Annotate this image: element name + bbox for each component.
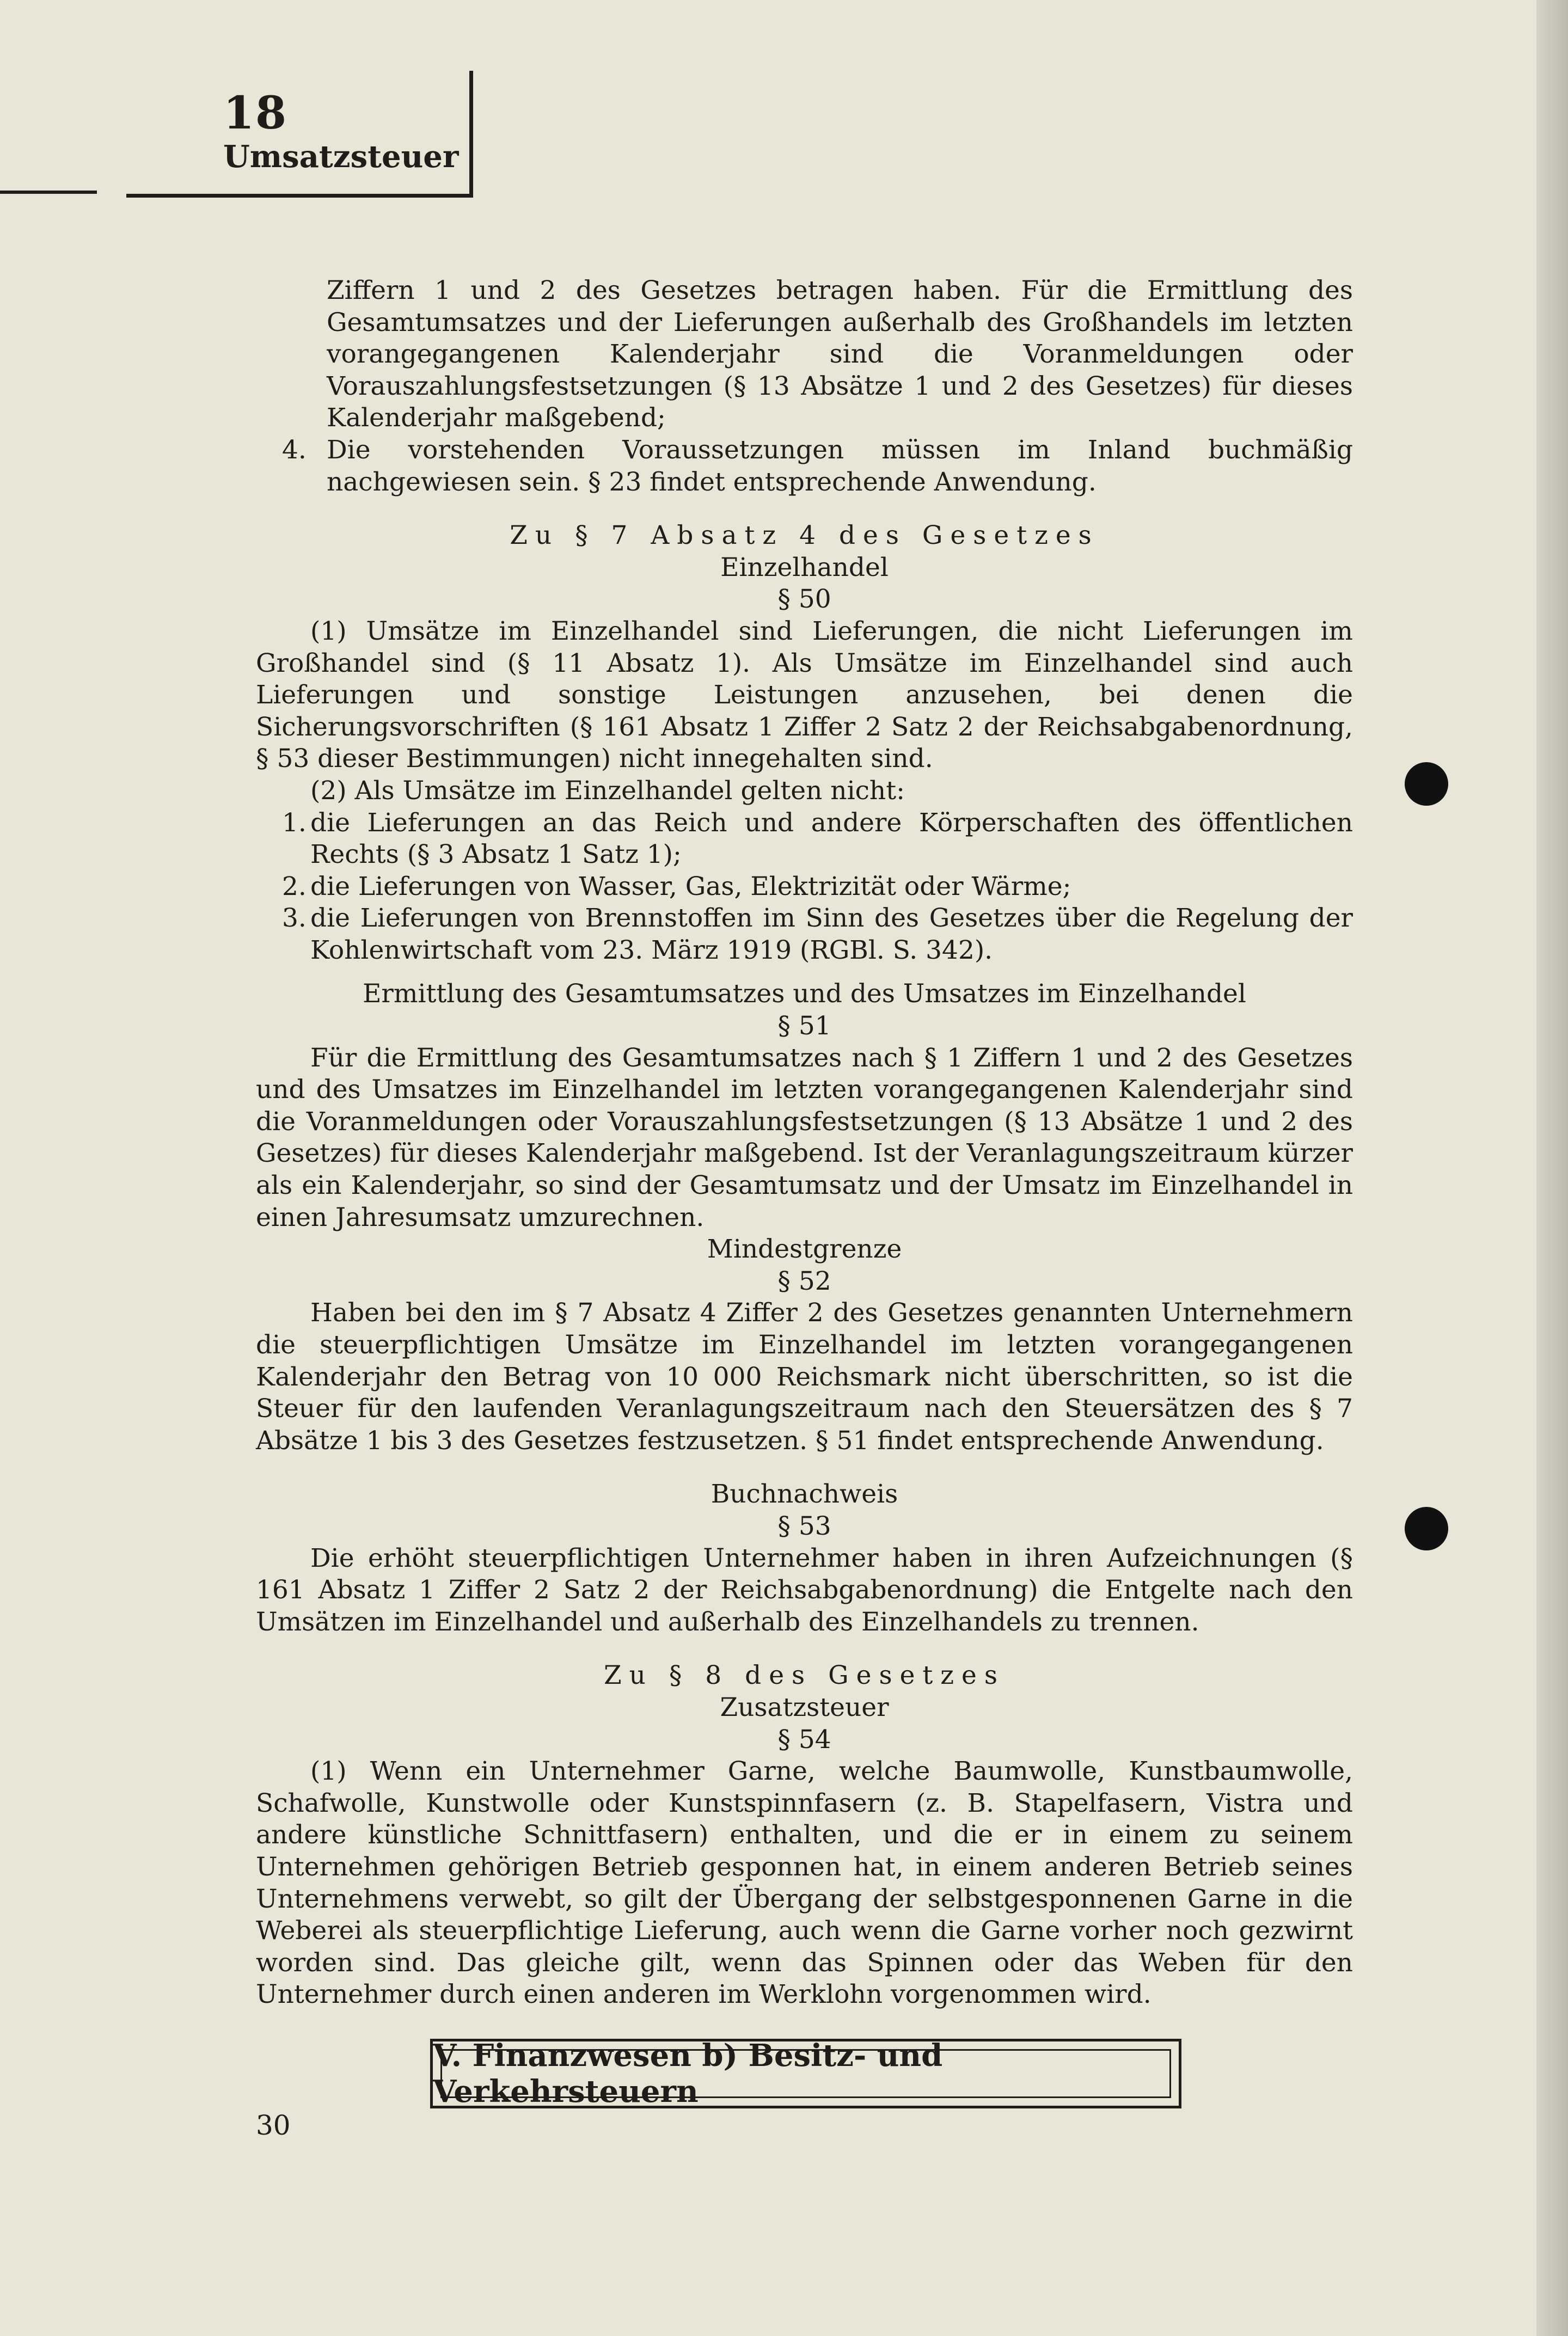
list-text: die Lieferungen von Brennstoffen im Sinn des Gesetzes über die Regelung der Kohlenwirtschaft vom 23. März 1919 (RGBl. S. 342). [310,903,1353,965]
list-number: 2. [282,871,307,902]
punch-hole-bottom [1405,1507,1448,1550]
document-body [256,275,1353,2011]
punch-hole-top [1405,762,1448,806]
page-number: 30 [256,2110,291,2141]
paragraph-number: § 53 [777,1511,831,1541]
section-subheading: Zusatzsteuer [720,1692,889,1722]
paragraph-number: § 50 [777,584,831,615]
paragraph-number: § 52 [777,1266,831,1296]
paragraph-text: (2) Als Umsätze im Einzelhandel gelten nicht: [310,775,905,806]
section-heading: Zu § 8 des Gesetzes [604,1660,1005,1691]
list-text: die Lieferungen an das Reich und andere Körperschaften des öffentlichen Rechts (§ 3 Absatz 1 Satz 1); [310,807,1353,870]
intro-continuation: Ziffern 1 und 2 des Gesetzes betragen haben. Für die Ermittlung des Gesamtumsatzes und der Lieferungen außerhalb des Großhandels im letzten vorangegangenen Kalenderjahr sind die Voranmeldungen oder Vorauszahlungsfestsetzungen (§ 13 Absätze 1 und 2 des Gesetzes) für dieses Kalenderjahr maßgebend; [327,275,1353,433]
paragraph-text: Für die Ermittlung des Gesamtumsatzes nach § 1 Ziffern 1 und 2 des Gesetzes und des Umsatzes im Einzelhandel im letzten vorangegangenen Kalenderjahr sind die Voranmeldungen oder Vorauszahlungsfestsetzungen (§ 13 Absätze 1 und 2 des Gesetzes) für dieses Kalenderjahr maßgebend. Ist der Veranlagungszeitraum kürzer als ein Kalenderjahr, so sind der Gesamtumsatz und der Umsatz im Einzelhandel in einen Jahresumsatz umzurechnen. [256,1043,1353,1233]
list-text: die Lieferungen von Wasser, Gas, Elektrizität oder Wärme; [310,871,1071,902]
section-title: Umsatzsteuer [223,139,459,175]
paragraph-text: (1) Umsätze im Einzelhandel sind Lieferungen, die nicht Lieferungen im Großhandel sind (§ 11 Absatz 1). Als Umsätze im Einzelhandel sind auch Lieferungen und sonstige Leistungen anzusehen, bei denen die Sicherungsvorschriften (§ 161 Absatz 1 Ziffer 2 Satz 2 der Reichsabgabenordnung, § 53 dieser Bestimmungen) nicht innegehalten sind. [256,616,1353,774]
paragraph-number: § 51 [777,1011,831,1041]
page-edge [1536,0,1568,2336]
list-item [256,871,1353,903]
paragraph-text: Die erhöht steuerpflichtigen Unternehmer haben in ihren Aufzeichnungen (§ 161 Absatz 1 Ziffer 2 Satz 2 der Reichsabgabenordnung) die Entgelte nach den Umsätzen im Einzelhandel und außerhalb des Einzelhandels zu trennen. [256,1543,1353,1637]
paragraph-number: § 54 [777,1724,831,1755]
header-box [126,71,473,198]
section-subheading: Einzelhandel [720,552,889,583]
list-item [256,434,1353,498]
footer-category-box [430,2039,1181,2108]
paragraph-text: (1) Wenn ein Unternehmer Garne, welche Baumwolle, Kunstbaumwolle, Schafwolle, Kunstwolle oder Kunstspinnfasern (z. B. Stapelfasern, Vistra und andere künstliche Schnittfasern) enthalten, und die er in einem zu seinem Unternehmen gehörigen Betrieb gesponnen hat, in einem anderen Betrieb seines Unternehmens verwebt, so gilt der Übergang der selbstgesponnenen Garne in die Weberei als steuerpflichtige Lieferung, auch wenn die Garne vorher noch gezwirnt worden sind. Das gleiche gilt, wenn das Spinnen oder das Weben für den Unternehmer durch einen anderen im Werklohn vorgenommen wird. [256,1756,1353,2010]
list-text: Die vorstehenden Voraussetzungen müssen im Inland buchmäßig nachgewiesen sein. § 23 findet entsprechende Anwendung. [327,434,1353,497]
list-number: 4. [282,434,307,465]
section-number: 18 [223,87,288,139]
section-heading: Buchnachweis [710,1479,898,1510]
list-item [256,903,1353,966]
section-heading: Mindestgrenze [707,1234,902,1265]
footer-category-label: V. Finanzwesen b) Besitz- und Verkehrsteuern [433,2038,943,2110]
paragraph-text: Haben bei den im § 7 Absatz 4 Ziffer 2 des Gesetzes genannten Unternehmern die steuerpflichtigen Umsätze im Einzelhandel im letzten vorangegangenen Kalenderjahr den Betrag von 10 000 Reichsmark nicht überschritten, so ist die Steuer für den laufenden Veranlagungszeitraum nach den Steuersätzen des § 7 Absätze 1 bis 3 des Gesetzes festzusetzen. § 51 findet entsprechende Anwendung. [256,1298,1353,1456]
section-heading: Ermittlung des Gesamtumsatzes und des Umsatzes im Einzelhandel [363,979,1246,1009]
section-heading: Zu § 7 Absatz 4 des Gesetzes [510,520,1099,551]
list-number: 1. [282,807,307,838]
list-number: 3. [282,903,307,934]
list-item [256,807,1353,871]
header-rule [0,191,97,194]
